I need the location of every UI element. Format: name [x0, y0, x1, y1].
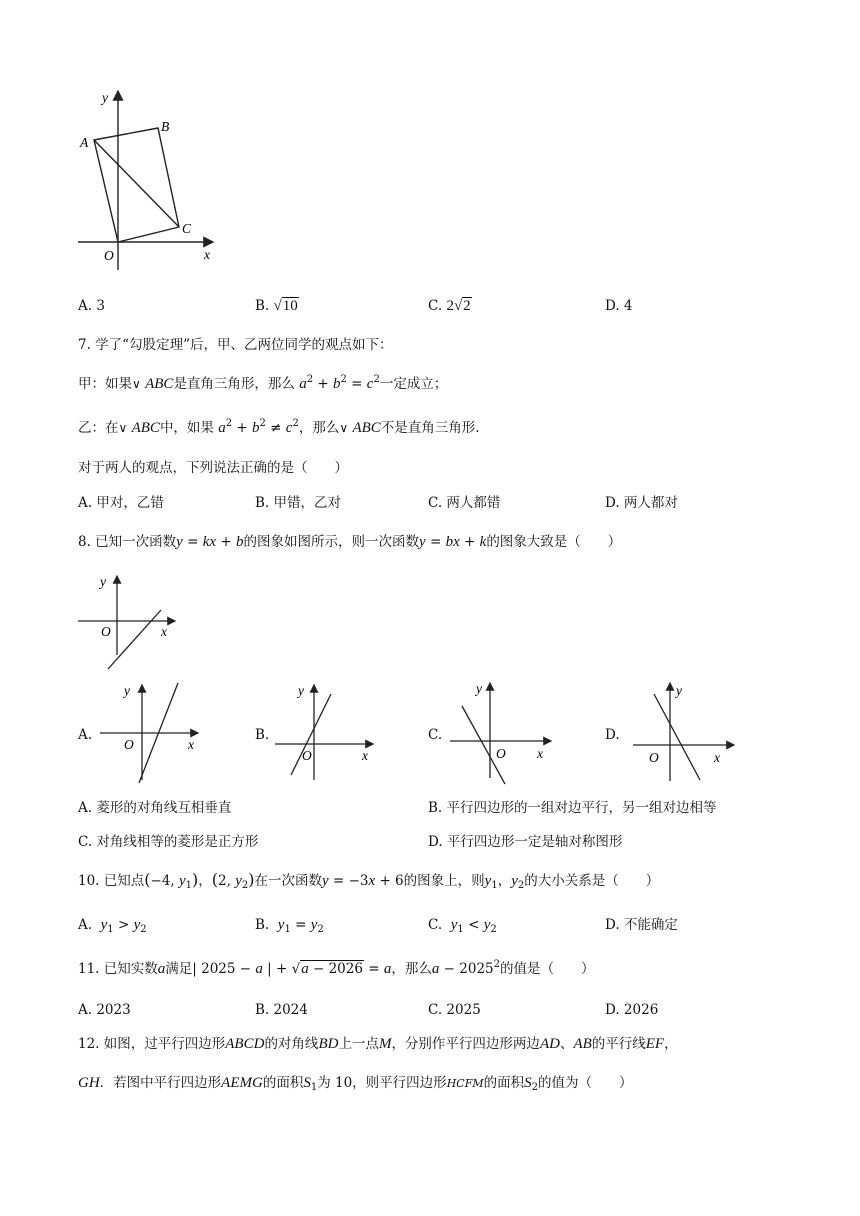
q6-option-b-letter: B. — [255, 298, 270, 314]
label-a: A — [80, 135, 89, 150]
q7-jia: 甲：如果∨ ABC是直角三角形，那么 $a^2 + b^2 = c^2$一定成立； — [78, 374, 448, 392]
q9-option-b: B. 平行四边形的一组对边平行，另一组对边相等 — [428, 800, 717, 816]
svg-text:O: O — [101, 624, 111, 639]
q7-option-a: A. 甲对，乙错 — [78, 495, 164, 511]
q8-option-b-graph — [270, 680, 380, 788]
q8-option-a-graph — [95, 680, 205, 788]
quadrilateral-oabc — [94, 128, 179, 242]
q10-option-d: D. 不能确定 — [605, 917, 678, 933]
q9-option-d: D. 平行四边形一定是轴对称图形 — [428, 834, 623, 850]
svg-text:y: y — [124, 683, 130, 698]
q12-line1: 12. 如图，过平行四边形ABCD的对角线BD上一点M，分别作平行四边形两边AD、AB的平行线EF， — [78, 1036, 678, 1052]
svg-text:x: x — [537, 746, 543, 761]
label-x: x — [204, 247, 210, 262]
q7-yi: 乙：在∨ ABC中，如果 $a^2 + b^2 \ne c^2$，那么∨ ABC不是直角三角形. — [78, 418, 480, 436]
q7-stem: 7. 学了“勾股定理”后，甲、乙两位同学的观点如下： — [78, 337, 393, 353]
q11-option-d: D. 2026 — [605, 1002, 659, 1018]
q6-option-c-letter: C. — [428, 298, 443, 314]
q6-option-a: A. 3 — [78, 298, 105, 314]
q6-option-c-radicand: 2 — [463, 298, 471, 314]
q8-given-graph — [72, 570, 182, 675]
q6-figure — [70, 85, 230, 280]
q6-option-c-coef: 2 — [446, 298, 454, 314]
label-c: C — [182, 221, 192, 236]
svg-text:O: O — [124, 737, 134, 752]
q11-option-a: A. 2023 — [78, 1002, 131, 1018]
q7-option-b: B. 甲错，乙对 — [255, 495, 342, 511]
q10-option-c: C. $y_1 < y_2$ — [428, 917, 497, 935]
q10-stem: 10. 已知点(−4, $y_1$)，(2, $y_2$)在一次函数y = −3x + 6的图象上，则$y_1$，$y_2$的大小关系是（ ） — [78, 870, 660, 891]
q7-option-c: C. 两人都错 — [428, 495, 501, 511]
q11-option-c: C. 2025 — [428, 1002, 481, 1018]
q12-line2: GH．若图中平行四边形AEMG的面积$S_1$为 10，则平行四边形HCFM的面积$S_2$的值为（ ） — [78, 1075, 633, 1093]
svg-text:x: x — [362, 748, 368, 763]
q6-option-c: C. 2√2 — [428, 298, 471, 314]
q8-option-b-letter: B. — [255, 727, 270, 743]
svg-text:y: y — [100, 574, 106, 589]
q7-option-d: D. 两人都对 — [605, 495, 678, 511]
q8-option-d-letter: D. — [605, 727, 620, 743]
q8-option-d-graph — [628, 678, 740, 788]
label-b: B — [161, 119, 170, 134]
svg-text:y: y — [298, 683, 304, 698]
q10-option-a: A. $y_1 > y_2$ — [78, 917, 147, 935]
svg-text:O: O — [496, 746, 506, 761]
svg-text:x: x — [188, 737, 194, 752]
q7-question: 对于两人的观点，下列说法正确的是（ ） — [78, 460, 348, 476]
svg-text:y: y — [676, 683, 682, 698]
q8-option-c-letter: C. — [428, 727, 443, 743]
diagonal-ac — [94, 140, 179, 227]
q8-option-a-letter: A. — [78, 727, 93, 743]
q8-stem: 8. 已知一次函数y = kx + b的图象如图所示，则一次函数y = bx + k的图象大致是（ ） — [78, 534, 622, 550]
q6-option-b-radicand: 10 — [282, 298, 298, 314]
q11-option-b: B. 2024 — [255, 1002, 308, 1018]
q6-option-b: B. √10 — [255, 298, 298, 314]
svg-text:x: x — [714, 750, 720, 765]
svg-text:O: O — [649, 750, 659, 765]
q11-stem: 11. 已知实数a满足| 2025 − a | + √a − 2026 = a，那么$a - 2025^2$的值是（ ） — [78, 959, 595, 977]
q8-option-c-graph — [445, 678, 557, 788]
q9-option-c: C. 对角线相等的菱形是正方形 — [78, 834, 259, 850]
svg-text:y: y — [476, 681, 482, 696]
label-o: O — [104, 248, 114, 263]
svg-text:O: O — [302, 748, 312, 763]
q6-option-d: D. 4 — [605, 298, 633, 314]
q10-option-b: B. $y_1 = y_2$ — [255, 917, 324, 935]
svg-text:x: x — [161, 624, 167, 639]
label-y: y — [102, 90, 108, 105]
q9-option-a: A. 菱形的对角线互相垂直 — [78, 800, 232, 816]
